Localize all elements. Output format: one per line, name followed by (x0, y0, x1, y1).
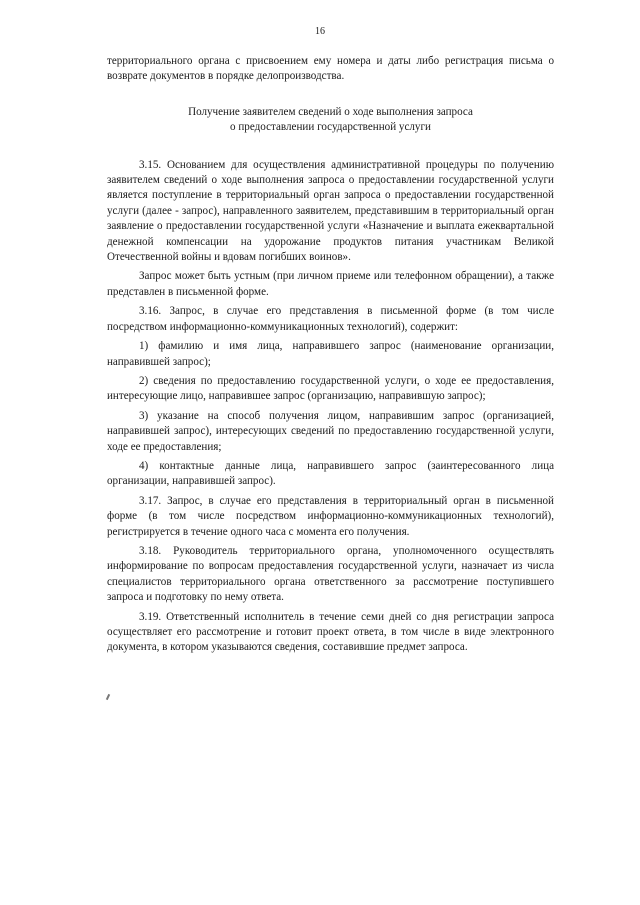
paragraph-3-18: 3.18. Руководитель территориального органа, уполномоченного осуществлять информирование по вопросам предоставления государственной услуги, назначает из числа специалистов территориального органа ответственного за рассмотрение поступившего запроса и подготовку по нему ответа. (107, 544, 554, 604)
paragraph-3-17: 3.17. Запрос, в случае его представления в территориальный орган в письменной форме (в том числе посредством информационно-коммуникационных технологий), регистрируется в течение одного часа с момента его получения. (107, 494, 554, 538)
list-item-1: 1) фамилию и имя лица, направившего запрос (наименование организации, направившей запрос); (107, 340, 554, 368)
list-item-4: 4) контактные данные лица, направившего запрос (заинтересованного лица организации, направившей запрос). (107, 459, 554, 488)
paragraph-3-15: 3.15. Основанием для осуществления административной процедуры по получению заявителем сведений о ходе выполнения запроса о предоставлении государственной услуги является поступление в территориальный орган запроса о предоставлении государственной услуги (далее - запрос), направленного заявителем, представившим в территориальный орган заявление о предоставлении государственной услуги «Назначение и выплата ежеквартальной денежной компенсации на удорожание продуктов питания участникам Великой Отечественной войны и вдовам погибших воинов». (107, 158, 554, 264)
document-body (107, 54, 554, 656)
paragraph-3-19: 3.19. Ответственный исполнитель в течение семи дней со дня регистрации запроса осуществляет его рассмотрение и готовит проект ответа, в том числе в виде электронного документа, в котором указываются сведения, составившие предмет запроса. (107, 610, 554, 654)
list-item-2: 2) сведения по предоставлению государственной услуги, о ходе ее предоставления, интересующие лицо, направившее запрос (организацию, направившую запрос); (107, 374, 554, 403)
section-title-line-1: Получение заявителем сведений о ходе выполнения запроса (188, 105, 473, 118)
intro-paragraph: территориального органа с присвоением ему номера и даты либо регистрация письма о возврате документов в порядке делопроизводства. (107, 55, 554, 83)
scan-mark (106, 694, 110, 700)
paragraph-request-form: Запрос может быть устным (при личном приеме или телефонном обращении), а также представлен в письменной форме. (107, 270, 554, 298)
list-item-3: 3) указание на способ получения лицом, направившим запрос (организацией, направившей запрос), интересующих сведений по предоставлению государственной услуги, ходе ее предоставления; (107, 409, 554, 453)
section-title-line-2: о предоставлении государственной услуги (230, 121, 431, 134)
paragraph-3-16: 3.16. Запрос, в случае его представления в письменной форме (в том числе посредством информационно-коммуникационных технологий), содержит: (107, 305, 554, 333)
page-number: 16 (315, 26, 325, 37)
section-title (107, 105, 554, 136)
